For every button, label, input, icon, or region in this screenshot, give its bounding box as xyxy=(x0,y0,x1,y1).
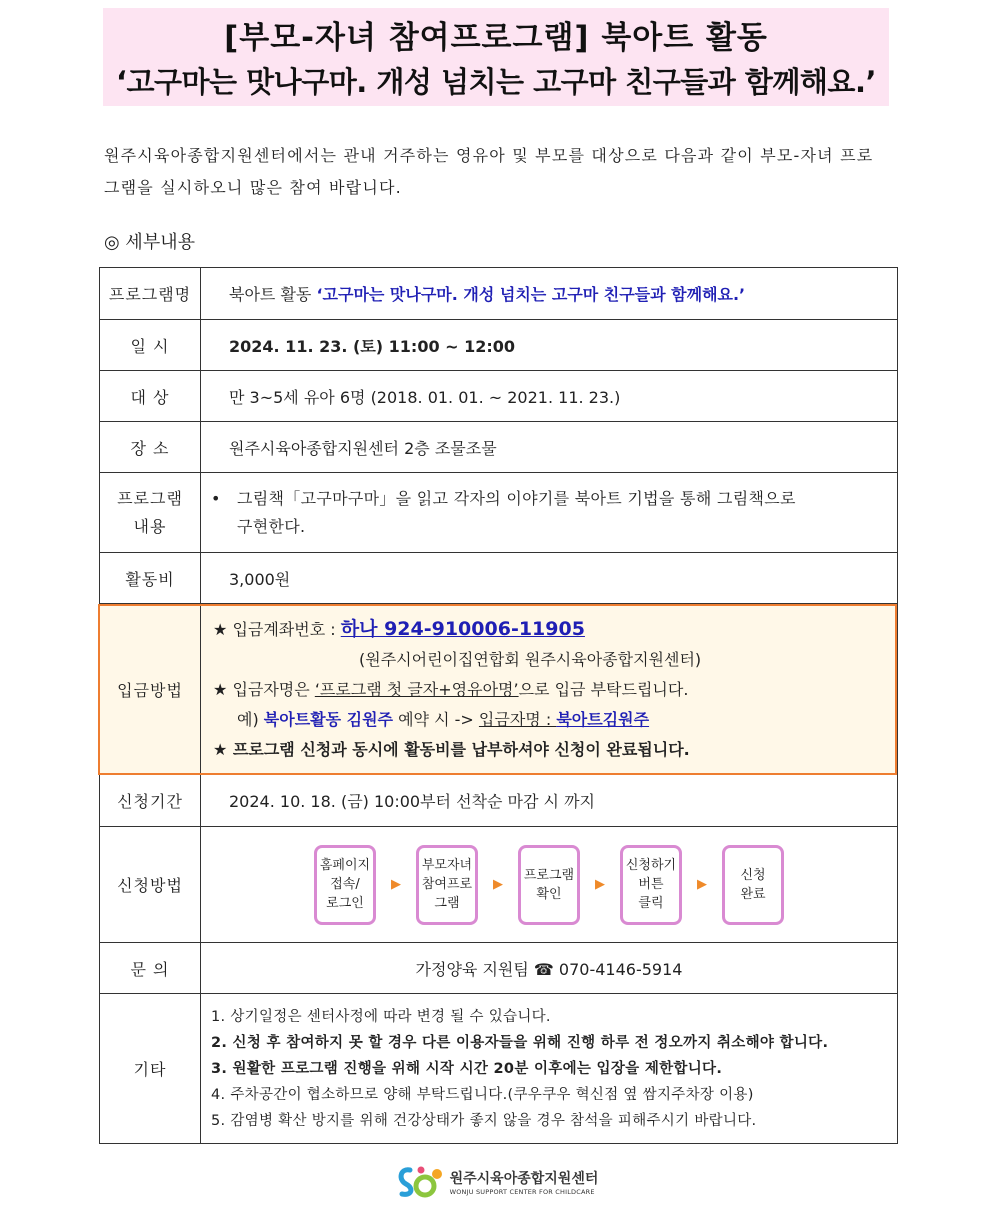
star-icon: ★ xyxy=(213,679,228,699)
step-apply-button: 신청하기 버튼 클릭 xyxy=(620,845,682,925)
payment-notice: 프로그램 신청과 동시에 활동비를 납부하셔야 신청이 완료됩니다. xyxy=(232,739,690,759)
title-line1: [부모-자녀 참여프로그램] 북아트 활동 xyxy=(224,20,768,56)
label-misc: 기타 xyxy=(100,994,201,1144)
account-prefix: 입금계좌번호 : xyxy=(232,619,341,639)
row-contact xyxy=(100,943,898,994)
label-period: 신청기간 xyxy=(100,775,201,827)
content-line2: 구현한다. xyxy=(237,516,306,536)
application-steps xyxy=(201,845,897,925)
step-complete: 신청 완료 xyxy=(722,845,784,925)
label-content-line1: 프로그램 xyxy=(117,488,183,508)
arrow-right-icon: ▶ xyxy=(595,877,605,892)
label-place: 장 소 xyxy=(100,422,201,473)
value-place: 원주시육아종합지원센터 2층 조물조물 xyxy=(201,422,898,473)
row-date xyxy=(100,320,898,371)
step-parent-child-program: 부모자녀 참여프로 그램 xyxy=(416,845,478,925)
value-method xyxy=(201,827,898,943)
value-target: 만 3~5세 유아 6명 (2018. 01. 01. ~ 2021. 11. 23.) xyxy=(201,371,898,422)
value-contact xyxy=(201,943,898,994)
payment-notice-line xyxy=(213,735,897,765)
label-payment: 입금방법 xyxy=(100,604,201,775)
content-bullet: • xyxy=(211,488,221,508)
value-period: 2024. 10. 18. (금) 10:00부터 선착순 마감 시 까지 xyxy=(201,775,898,827)
program-info-table xyxy=(99,267,898,1144)
row-misc xyxy=(100,994,898,1144)
content-line1: 그림책「고구마구마」을 읽고 각자의 이야기를 북아트 기법을 통해 그림책으로 xyxy=(237,488,796,508)
account-holder: (원주시어린이집연합회 원주시육아종합지원센터) xyxy=(359,649,702,669)
row-program-name xyxy=(100,268,898,320)
program-prefix: 북아트 활동 xyxy=(229,285,317,304)
misc-item-1: 1. 상기일정은 센터사정에 따라 변경 될 수 있습니다. xyxy=(211,1008,551,1025)
phone-icon: ☎ xyxy=(533,959,554,979)
misc-item-3: 3. 원활한 프로그램 진행을 위해 시작 시간 20분 이후에는 입장을 제한합니다. xyxy=(211,1060,723,1077)
name-suffix: 으로 입금 부탁드립니다. xyxy=(518,679,689,699)
payment-name-line xyxy=(213,675,897,705)
payment-account-line xyxy=(213,614,897,645)
star-icon: ★ xyxy=(213,739,228,759)
row-payment xyxy=(100,604,898,775)
label-method: 신청방법 xyxy=(100,827,201,943)
example-prefix: 예) xyxy=(237,709,264,729)
misc-item-4: 4. 주차공간이 협소하므로 양해 부탁드립니다.(쿠우쿠우 혁신점 옆 쌈지주차장 이용) xyxy=(211,1086,754,1103)
title-banner xyxy=(103,8,889,106)
label-target: 대 상 xyxy=(100,371,201,422)
label-content-line2: 내용 xyxy=(133,516,167,536)
misc-item-5: 5. 감염병 확산 방지를 위해 건강상태가 좋지 않을 경우 참석을 피해주시기 바랍니다. xyxy=(211,1112,757,1129)
name-prefix: 입금자명은 xyxy=(232,679,315,699)
payment-example-line xyxy=(213,705,897,735)
arrow-right-icon: ▶ xyxy=(391,877,401,892)
title-line2: ‘고구마는 맛나구마. 개성 넘치는 고구마 친구들과 함께해요.’ xyxy=(116,65,876,99)
label-contact: 문 의 xyxy=(100,943,201,994)
row-content xyxy=(100,473,898,553)
contact-phone: 070-4146-5914 xyxy=(553,959,683,979)
name-rule: ‘프로그램 첫 글자+영유아명’ xyxy=(314,679,519,699)
step-program-check: 프로그램 확인 xyxy=(518,845,580,925)
arrow-right-icon: ▶ xyxy=(697,877,707,892)
misc-item-2: 2. 신청 후 참여하지 못 할 경우 다른 이용자들을 위해 진행 하루 전 정오까지 취소해야 합니다. xyxy=(211,1034,829,1051)
account-number: 하나 924-910006-11905 xyxy=(340,617,585,640)
contact-team: 가정양육 지원팀 xyxy=(415,959,534,979)
intro-text: 원주시육아종합지원센터에서는 관내 거주하는 영유아 및 부모를 대상으로 다음과 같이 부모-자녀 프로그램을 실시하오니 많은 참여 바랍니다. xyxy=(104,146,874,197)
footer-center-name-en: WONJU SUPPORT CENTER FOR CHILDCARE xyxy=(449,1188,595,1196)
row-period xyxy=(100,775,898,827)
value-program-name xyxy=(201,268,898,320)
value-misc xyxy=(201,994,898,1144)
star-icon: ★ xyxy=(213,619,228,639)
program-title: ‘고구마는 맛나구마. 개성 넘치는 고구마 친구들과 함께해요.’ xyxy=(316,285,746,304)
example-program: 북아트활동 김원주 xyxy=(263,709,394,729)
value-payment xyxy=(201,604,898,775)
value-content xyxy=(201,473,898,553)
example-value: 북아트김원주 xyxy=(556,709,650,729)
label-fee: 활동비 xyxy=(100,553,201,604)
label-date: 일 시 xyxy=(100,320,201,371)
step-homepage-login: 홈페이지 접속/ 로그인 xyxy=(314,845,376,925)
arrow-right-icon: ▶ xyxy=(493,877,503,892)
row-target xyxy=(100,371,898,422)
footer-center-name: 원주시육아종합지원센터 xyxy=(449,1171,599,1187)
label-program-name: 프로그램명 xyxy=(100,268,201,320)
section-title: ◎ 세부내용 xyxy=(104,232,195,253)
row-place xyxy=(100,422,898,473)
row-method xyxy=(100,827,898,943)
center-logo-icon xyxy=(394,1164,444,1200)
example-label: 입금자명 : xyxy=(478,709,557,729)
label-content xyxy=(100,473,201,553)
example-mid: 예약 시 -> xyxy=(393,709,479,729)
value-fee: 3,000원 xyxy=(201,553,898,604)
value-date: 2024. 11. 23. (토) 11:00 ~ 12:00 xyxy=(201,320,898,371)
footer xyxy=(0,1164,992,1204)
row-fee xyxy=(100,553,898,604)
